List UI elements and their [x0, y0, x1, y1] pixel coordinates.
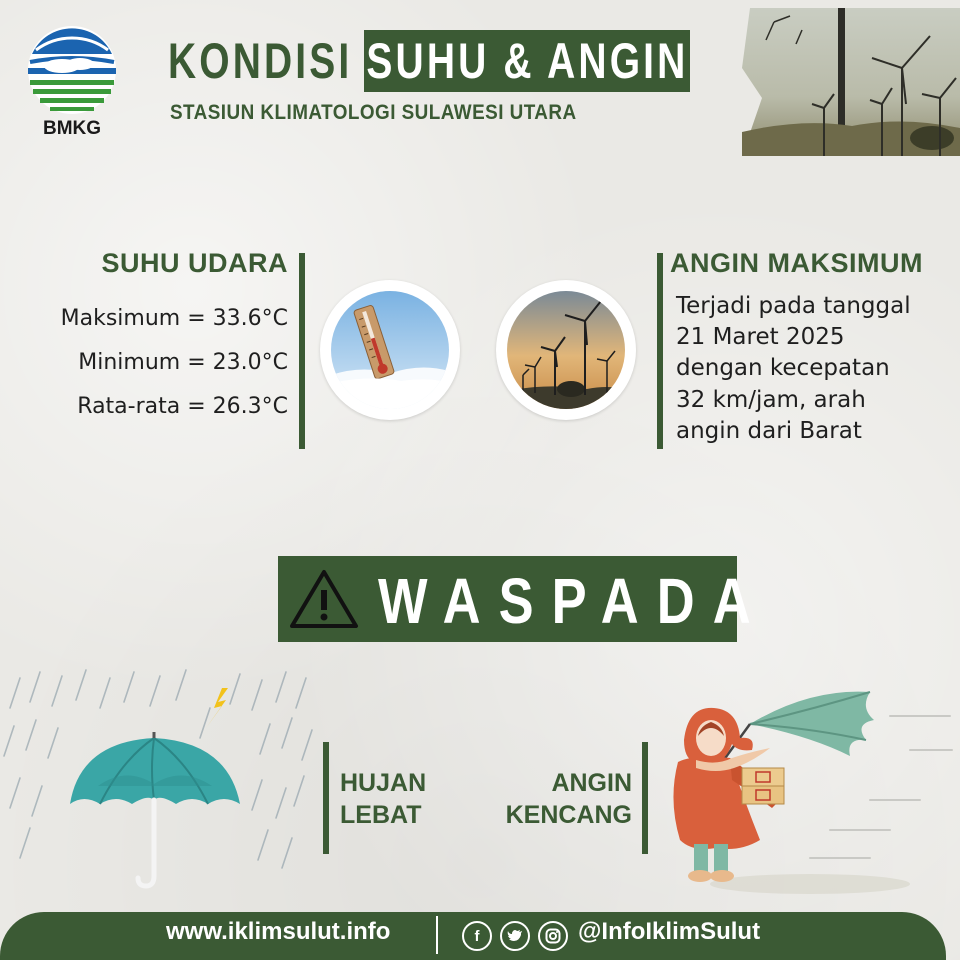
wind-label-line1: ANGIN	[551, 769, 632, 797]
thermometer-image	[331, 291, 449, 409]
alert-label: WASPADA	[378, 565, 769, 637]
temperature-min: Minimum = 23.0°C	[78, 350, 288, 375]
bmkg-logo	[22, 24, 126, 144]
title-part1: KONDISI	[168, 33, 353, 89]
temperature-divider	[299, 253, 305, 449]
wind-divider	[657, 253, 663, 449]
footer-separator	[436, 916, 438, 954]
footer-social-handle[interactable]: @InfoIklimSulut	[578, 918, 761, 945]
page-subtitle: STASIUN KLIMATOLOGI SULAWESI UTARA	[170, 101, 577, 124]
rain-label-divider	[323, 742, 329, 854]
warning-icon	[288, 568, 360, 630]
facebook-icon[interactable]: f	[462, 921, 492, 951]
wind-text-line: 32 km/jam, arah	[676, 387, 866, 413]
wind-turbine-image-frame	[496, 280, 636, 420]
rain-label-line2: LEBAT	[340, 801, 422, 829]
wind-text-line: angin dari Barat	[676, 418, 862, 444]
thermometer-image-frame	[320, 280, 460, 420]
wind-label-line2: KENCANG	[505, 801, 632, 829]
temperature-max: Maksimum = 33.6°C	[60, 306, 288, 331]
wind-turbine-photo	[742, 8, 960, 156]
wind-turbine-image	[507, 291, 625, 409]
title-part2: SUHU & ANGIN	[366, 33, 689, 89]
instagram-icon[interactable]	[538, 921, 568, 951]
wind-text-line: dengan kecepatan	[676, 355, 890, 381]
strong-wind-person-illustration	[660, 680, 956, 896]
temperature-avg: Rata-rata = 26.3°C	[77, 394, 288, 419]
twitter-icon[interactable]	[500, 921, 530, 951]
page-title	[168, 30, 689, 92]
wind-text-line: Terjadi pada tanggal	[676, 293, 911, 319]
rain-label-line1: HUJAN	[340, 769, 427, 797]
temperature-heading: SUHU UDARA	[101, 248, 288, 278]
title-highlight-box	[364, 30, 690, 92]
alert-banner	[278, 556, 769, 642]
wind-heading: ANGIN MAKSIMUM	[670, 248, 923, 278]
footer-website-link[interactable]: www.iklimsulut.info	[166, 918, 391, 945]
wind-label-divider	[642, 742, 648, 854]
logo-label: BMKG	[42, 118, 102, 139]
wind-text-line: 21 Maret 2025	[676, 324, 845, 350]
umbrella-rain-illustration	[0, 668, 320, 896]
